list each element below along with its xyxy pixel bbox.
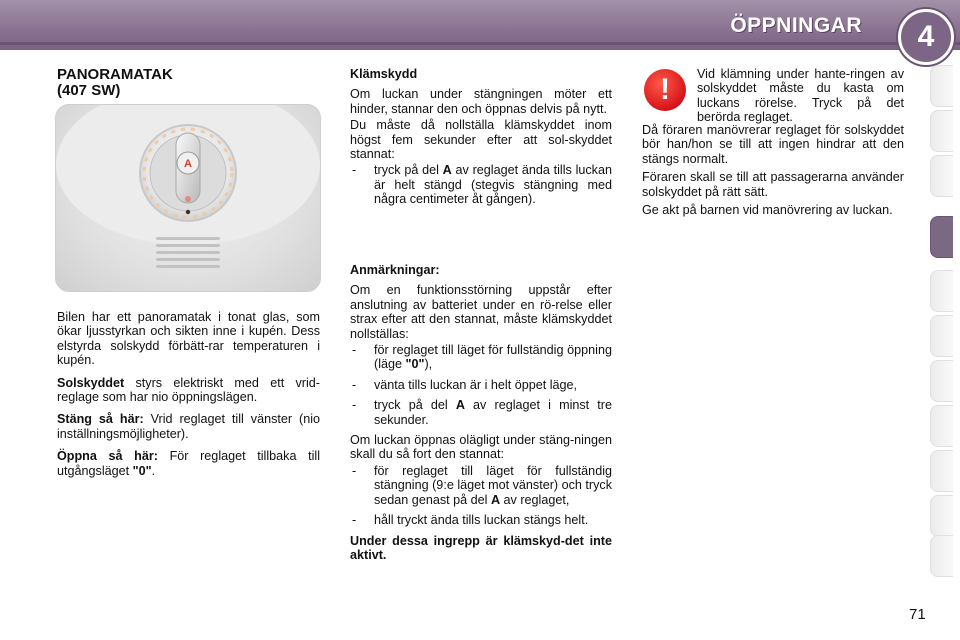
- left-column: [57, 67, 320, 99]
- close-text: Vrid reglaget till vänster (nio inställningsmöjligheter).: [57, 412, 321, 441]
- page-number: 71: [909, 606, 926, 623]
- chapter-tab-strip: [930, 65, 960, 575]
- chapter-title: ÖPPNINGAR: [730, 14, 862, 37]
- notes-paragraph-1: Om en funktionsstörning uppstår efter anslutning av batteriet under en rö-relse eller strax efter att den stannat, måste klämskyddet nollställas:: [350, 283, 612, 341]
- intro-paragraph: Bilen har ett panoramatak i tonat glas, som ökar ljusstyrkan och sikten inne i kupén. Dess elstyrda solskydd förbätt-rar temperaturen i kupén.: [57, 310, 320, 368]
- sunshade-control-illustration: [55, 104, 321, 292]
- section-subheading: (407 SW): [57, 82, 121, 99]
- list-item: [350, 464, 612, 507]
- open-paragraph: [57, 449, 320, 478]
- notes-steps: [350, 343, 612, 427]
- control-knob-drawing: [56, 105, 320, 291]
- list-item: - vänta tills luckan är i helt öppet läge,: [350, 378, 612, 392]
- solskydd-paragraph: [57, 376, 320, 405]
- pinch-paragraph-1: Om luckan under stängningen möter ett hinder, stannar den och öppnas delvis på nytt.: [350, 87, 612, 116]
- notes-steps-2: [350, 464, 612, 528]
- list-item: - håll tryckt ända tills luckan stängs helt.: [350, 513, 612, 527]
- list-item: [350, 163, 612, 206]
- chapter-tab[interactable]: [930, 315, 953, 357]
- right-column: [642, 123, 904, 225]
- page-header: [0, 0, 960, 50]
- item-text: för reglaget till läget för fullständig öppning (läge: [374, 343, 612, 372]
- chapter-tab[interactable]: [930, 65, 953, 107]
- chapter-tab[interactable]: [930, 405, 953, 447]
- chapter-tab[interactable]: [930, 535, 953, 577]
- chapter-tab[interactable]: [930, 360, 953, 402]
- chapter-number-badge: 4: [898, 9, 954, 65]
- warning-paragraph: Vid klämning under hante-ringen av solskyddet måste du kasta om luckans rörelse. Tryck på det berörda reglaget.: [697, 67, 904, 125]
- open-text: För reglaget tillbaka till utgångsläget: [57, 449, 320, 478]
- close-paragraph: [57, 412, 320, 441]
- chapter-tab-active[interactable]: [930, 216, 953, 258]
- pinch-steps: [350, 163, 612, 206]
- close-label: Stäng så här:: [57, 412, 144, 427]
- section-heading: PANORAMATAK: [57, 66, 173, 83]
- chapter-tab[interactable]: [930, 450, 953, 492]
- item-text: av reglaget i minst tre sekunder.: [374, 398, 612, 427]
- chapter-tab[interactable]: [930, 495, 953, 537]
- open-value: "0": [132, 463, 152, 478]
- open-end: .: [151, 463, 156, 478]
- part-a-label: A: [184, 158, 192, 170]
- item-text: för reglaget till läget för fullständig stängning (9:e läget mot vänster) och tryck sedan genast på del: [374, 463, 612, 507]
- right-paragraph-3: Ge akt på barnen vid manövrering av luckan.: [642, 203, 893, 218]
- item-part-label: A: [490, 492, 501, 507]
- final-note: Under dessa ingrepp är klämskyd-det inte aktivt.: [350, 533, 612, 562]
- warning-icon: !: [644, 69, 686, 111]
- left-body: [57, 310, 320, 486]
- solskydd-label: Solskyddet: [57, 375, 125, 390]
- list-item: [350, 398, 612, 427]
- chapter-tab[interactable]: [930, 155, 953, 197]
- middle-column: [350, 67, 612, 215]
- pinch-paragraph-2: Du måste då nollställa klämskyddet inom högst fem sekunder efter att sol-skyddet stannat:: [350, 118, 612, 162]
- list-item: [350, 343, 612, 372]
- item-text: tryck på del: [374, 163, 443, 178]
- notes-heading: Anmärkningar:: [350, 263, 440, 277]
- item-text: av reglaget ända tills luckan är helt stängd (stegvis stängning med några centimeter åt gången).: [374, 163, 612, 207]
- chapter-tab[interactable]: [930, 110, 953, 152]
- notes-paragraph-2: Om luckan öppnas olägligt under stäng-ningen skall du så fort den stannat:: [350, 433, 612, 462]
- item-text: av reglaget,: [500, 492, 570, 507]
- right-paragraph-1: Då föraren manövrerar reglaget för solskyddet bör han/hon se till att ingen hindrar att den stängs normalt.: [642, 123, 904, 166]
- item-text: tryck på del: [374, 398, 456, 413]
- pinch-protection-heading: Klämskydd: [350, 67, 418, 81]
- middle-notes: [350, 263, 612, 570]
- header-stripe: [0, 42, 960, 45]
- chapter-tab[interactable]: [930, 270, 953, 312]
- open-label: Öppna så här:: [57, 449, 158, 464]
- item-value: "0": [405, 357, 425, 372]
- solskydd-text: styrs elektriskt med ett vrid-reglage som har nio öppningslägen.: [57, 375, 320, 405]
- right-paragraph-2: Föraren skall se till att passagerarna använder solskyddet på rätt sätt.: [642, 170, 904, 199]
- item-part-label: A: [455, 398, 465, 413]
- item-part-label: A: [442, 163, 452, 178]
- item-text: ),: [424, 357, 433, 372]
